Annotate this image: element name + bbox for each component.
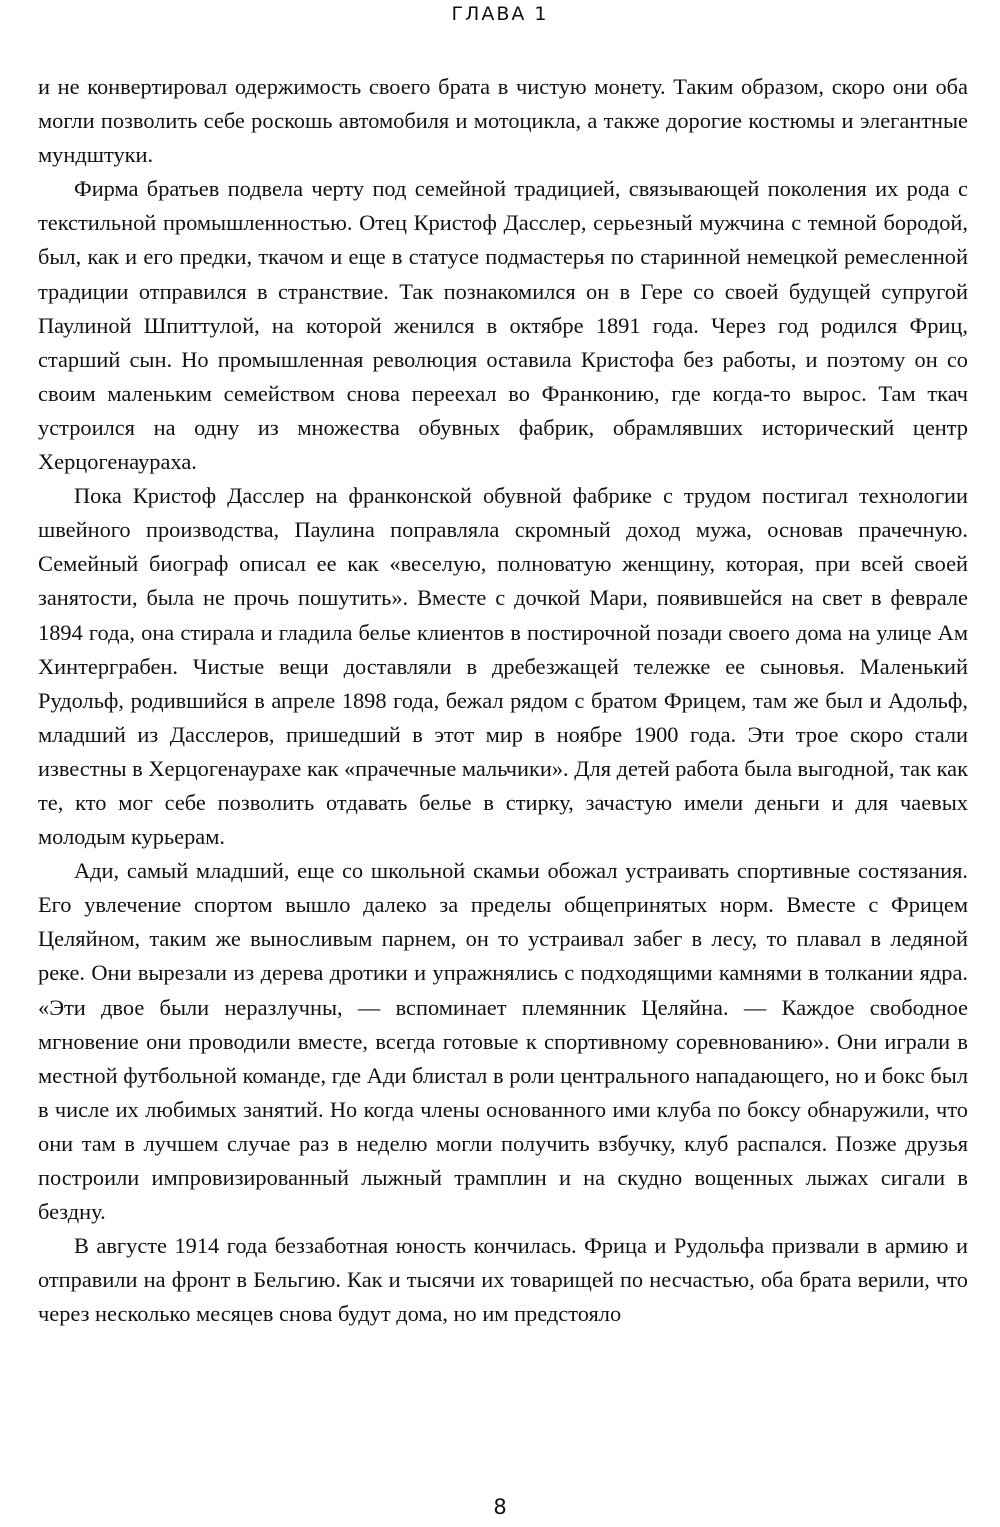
paragraph: Фирма братьев подвела черту под семейной традицией, связывающей поколения их рода с текстильной промышленностью. Отец Кристоф Дасслер, серьезный мужчина с темной бородой, был, как и его предки, ткачом и еще в статусе подмастерья по старинной немецкой ремесленной традиции отправился в странствие. Так познакомился он в Гере со своей будущей супругой Паулиной Шпиттулой, на которой женился в октябре 1891 года. Через год родился Фриц, старший сын. Но промышленная революция оставила Кристофа без работы, и поэтому он со своим маленьким семейством снова переехал во Франконию, где когда-то вырос. Там ткач устроился на одну из множества обувных фабрик, обрамлявших исторический центр Херцогенаураха. [38,176,968,475]
paragraph: Ади, самый младший, еще со школьной скамьи обожал устраивать спортивные состязания. Его увлечение спортом вышло далеко за пределы общепринятых норм. Вместе с Фрицем Целяйном, таким же выносливым парнем, он то устраивал забег в лесу, то плавал в ледяной реке. Они вырезали из дерева дротики и упражнялись с подходящими камнями в толкании ядра. «Эти двое были неразлучны, — вспоминает племянник Целяйна. — Каждое свободное мгновение они проводили вместе, всегда готовые к спортивному соревнованию». Они играли в местной футбольной команде, где Ади блистал в роли центрального нападающего, но и бокс был в числе их любимых занятий. Но когда члены основанного ими клуба по боксу обнаружили, что они там в лучшем случае раз в неделю могли получить взбучку, клуб распался. Позже друзья построили импровизированный лыжный трамплин и на скудно вощенных лыжах сигали в бездну. [38,858,968,1225]
body-text [38,70,968,1331]
running-head: ГЛАВА 1 [451,3,549,25]
paragraph: и не конвертировал одержимость своего брата в чистую монету. Таким образом, скоро они оба могли позволить себе роскошь автомобиля и мотоцикла, а также дорогие костюмы и элегантные мундштуки. [38,74,968,168]
paragraph: В августе 1914 года беззаботная юность кончилась. Фрица и Рудольфа призвали в армию и отправили на фронт в Бельгию. Как и тысячи их товарищей по несчастью, оба брата верили, что через несколько месяцев снова будут дома, но им предстояло [38,1233,968,1327]
page-number: 8 [493,1495,507,1519]
paragraph: Пока Кристоф Дасслер на франконской обувной фабрике с трудом постигал технологии швейного производства, Паулина поправляла скромный доход мужа, основав прачечную. Семейный биограф описал ее как «веселую, полноватую женщину, которая, при всей своей занятости, была не прочь пошутить». Вместе с дочкой Мари, появившейся на свет в феврале 1894 года, она стирала и гладила белье клиентов в постирочной позади своего дома на улице Ам Хинтерграбен. Чистые вещи доставляли в дребезжащей тележке ее сыновья. Маленький Рудольф, родившийся в апреле 1898 года, бежал рядом с братом Фрицем, там же был и Адольф, младший из Дасслеров, пришедший в этот мир в ноябре 1900 года. Эти трое скоро стали известны в Херцогенаурахе как «прачечные мальчики». Для детей работа была выгодной, так как те, кто мог себе позволить отдавать белье в стирку, зачастую имели деньги и для чаевых молодым курьерам. [38,483,968,850]
